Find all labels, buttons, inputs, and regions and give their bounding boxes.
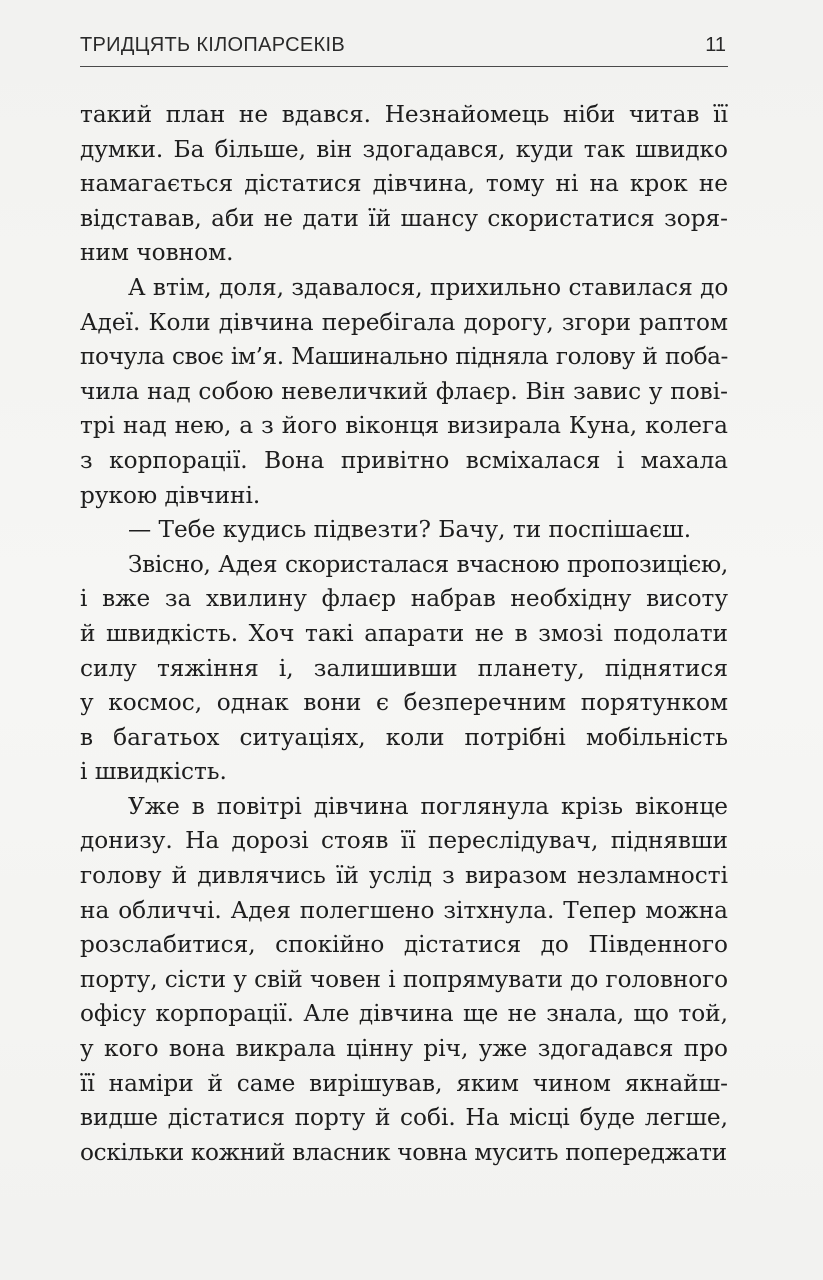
text-line: такий план не вдався. Незнайомець ніби читав її	[80, 101, 728, 128]
text-line: трі над нею, а з його віконця визирала Куна, колега	[80, 412, 728, 440]
text-line: намагається дістатися дівчина, тому ні на крок не	[80, 170, 728, 198]
text-line: Звісно, Адея скористалася вчасною пропозицією,	[128, 550, 728, 578]
text-line: на обличчі. Адея полегшено зітхнула. Тепер можна	[80, 896, 728, 924]
text-line: Уже в повітрі дівчина поглянула крізь віконце	[128, 792, 728, 820]
text-line: оскільки кожний власник човна мусить попереджати	[80, 1138, 727, 1166]
text-line: і швидкість.	[80, 758, 227, 786]
text-line: ним човном.	[80, 239, 234, 267]
text-line: її наміри й саме вирішував, яким чином якнайш-	[80, 1069, 728, 1097]
text-line: силу тяжіння і, залишивши планету, піднятися	[80, 654, 728, 682]
body-text	[80, 98, 728, 1170]
text-line: — Тебе кудись підвезти? Бачу, ти поспішаєш.	[128, 516, 692, 544]
text-line: донизу. На дорозі стояв її переслідувач, піднявши	[80, 827, 728, 855]
text-line: у космос, однак вони є безперечним порятунком	[80, 689, 728, 717]
text-line: голову й дивлячись їй услід з виразом незламності	[80, 862, 728, 890]
running-title: ТРИДЦЯТЬ КІЛОПАРСЕКІВ	[80, 34, 345, 56]
text-line: почула своє ім’я. Машинально підняла голову й поба-	[80, 343, 728, 371]
text-line: відставав, аби не дати їй шансу скористатися зоря-	[80, 204, 728, 232]
text-line: з корпорації. Вона привітно всміхалася і махала	[80, 446, 728, 474]
text-line: офісу корпорації. Але дівчина ще не знала, що той,	[80, 1000, 728, 1028]
text-line: А втім, доля, здавалося, прихильно ставилася до	[128, 273, 729, 301]
text-line: у кого вона викрала цінну річ, уже здогадався про	[80, 1035, 728, 1063]
text-line: думки. Ба більше, він здогадався, куди так швидко	[80, 135, 728, 163]
page-number: 11	[705, 34, 726, 56]
paragraph	[80, 271, 728, 513]
text-line: видше дістатися порту й собі. На місці буде легше,	[80, 1104, 728, 1132]
text-line: й швидкість. Хоч такі апарати не в змозі подолати	[80, 619, 728, 647]
paragraph	[80, 513, 728, 548]
text-line: і вже за хвилину флаєр набрав необхідну висоту	[80, 585, 728, 613]
text-line: рукою дівчині.	[80, 481, 261, 509]
paragraph	[80, 790, 728, 1171]
text-line: розслабитися, спокійно дістатися до Південного	[80, 931, 728, 959]
paragraph	[80, 98, 728, 271]
text-line: Адеї. Коли дівчина перебігала дорогу, згори раптом	[80, 308, 728, 336]
text-line: в багатьох ситуаціях, коли потрібні мобільність	[80, 723, 728, 751]
paragraph	[80, 548, 728, 790]
text-line: порту, сісти у свій човен і попрямувати до головного	[80, 965, 728, 993]
text-line: чила над собою невеличкий флаєр. Він завис у пові-	[80, 377, 728, 405]
page-header	[80, 30, 728, 67]
